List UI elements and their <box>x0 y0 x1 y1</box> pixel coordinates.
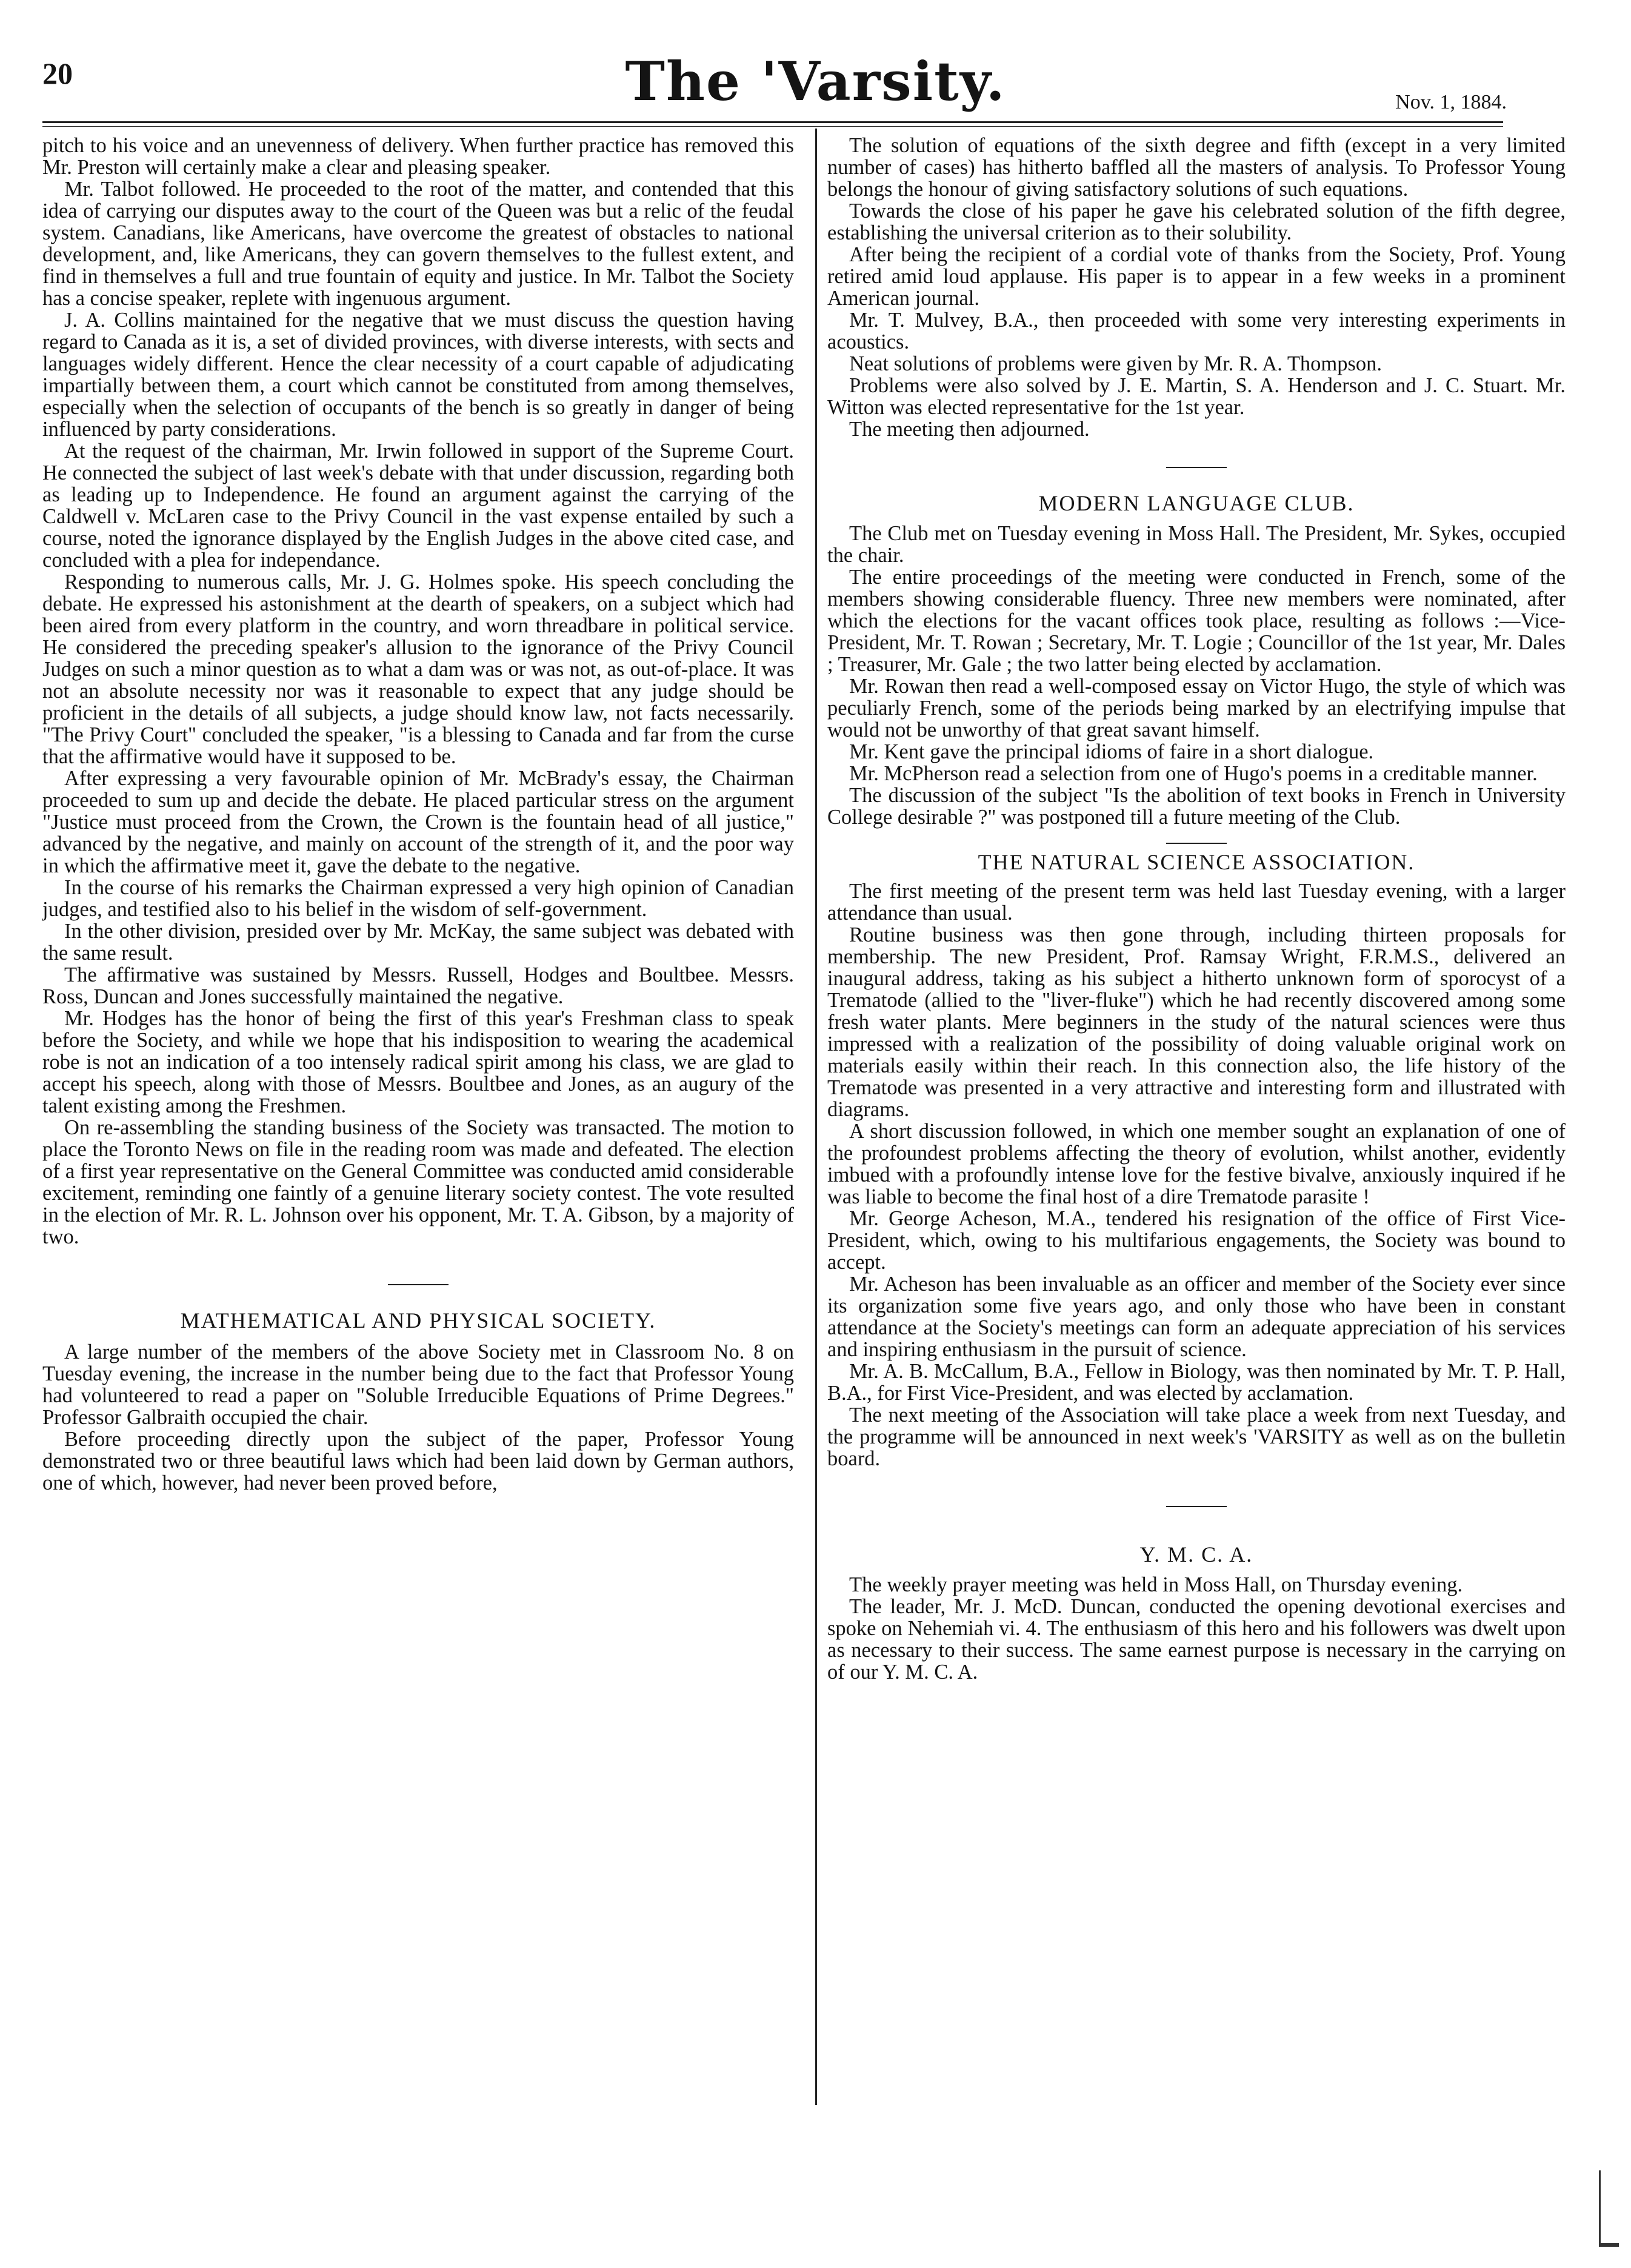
issue-date: Nov. 1, 1884. <box>1395 91 1507 113</box>
paragraph: A large number of the members of the above Society met in Classroom No. 8 on Tuesday evening, the increase in the number being due to the fact that Professor Young had volunteered to read a paper on "Soluble Irreducible Equations of Prime Degrees." Professor Galbraith occupied the chair. <box>42 1340 794 1429</box>
paragraph: The discussion of the subject "Is the abolition of text books in French in University College desirable ?" was postponed till a future meeting of the Club. <box>827 784 1566 829</box>
paragraph: On re-assembling the standing business of the Society was transacted. The motion to place the Toronto News on file in the reading room was made and defeated. The election of a first year representative on the General Committee was conducted amid considerable excitement, reminding one faintly of a genuine literary society contest. The vote resulted in the election of Mr. R. L. Johnson over his opponent, Mr. T. A. Gibson, by a majority of two. <box>42 1116 794 1248</box>
paragraph: The Club met on Tuesday evening in Moss Hall. The President, Mr. Sykes, occupied the chair. <box>827 522 1566 567</box>
paragraph: Mr. Hodges has the honor of being the first of this year's Freshman class to speak before the Society, and while we hope that his indisposition to wearing the academical robe is not an indication of a too intensely radical spirit among his class, we are glad to accept his speech, along with those of Messrs. Boultbee and Jones, as an augury of the talent existing among the Freshmen. <box>42 1007 794 1117</box>
section-rule <box>1166 467 1227 468</box>
right-column <box>827 135 1566 1683</box>
paragraph: Mr. Kent gave the principal idioms of faire in a short dialogue. <box>849 740 1374 763</box>
section-heading-natural-science: THE NATURAL SCIENCE ASSOCIATION. <box>978 850 1415 874</box>
paragraph: The solution of equations of the sixth degree and fifth (except in a very limited number of cases) has hitherto baffled all the masters of analysis. To Professor Young belongs the honour of giving satisfactory solutions of such equations. <box>827 134 1566 201</box>
paragraph: Mr. A. B. McCallum, B.A., Fellow in Biology, was then nominated by Mr. T. P. Hall, B.A., for First Vice-President, and was elected by acclamation. <box>827 1360 1566 1405</box>
paragraph: Mr. Rowan then read a well-composed essay on Victor Hugo, the style of which was peculiarly French, some of the periods being marked by an electrifying impulse that would not be unworthy of that great savant himself. <box>827 675 1566 741</box>
paragraph: Mr. Talbot followed. He proceeded to the root of the matter, and contended that this idea of carrying our disputes away to the court of the Queen was but a relic of the feudal system. Canadians, like Americans, have overcome the greatest of obstacles to national development, and, like Americans, they can govern themselves to the fullest extent, and find in themselves a full and true fountain of equity and justice. In Mr. Talbot the Society has a concise speaker, replete with ingenuous argument. <box>42 178 794 310</box>
paragraph: Towards the close of his paper he gave his celebrated solution of the fifth degree, establishing the universal criterion as to their solubility. <box>827 199 1566 244</box>
paragraph: A short discussion followed, in which one member sought an explanation of one of the profoundest problems affecting the theory of evolution, whilst another, evidently imbued with a profoundly intense love for the festive bivalve, anxiously inquired if he was liable to become the final host of a dire Trematode parasite ! <box>827 1120 1566 1208</box>
paragraph: J. A. Collins maintained for the negative that we must discuss the question having regard to Canada as it is, a set of divided provinces, with diverse interests, with sects and languages widely different. Hence the clear necessity of a court capable of adjudicating impartially between them, a court which cannot be constituted from among themselves, especially when the selection of occupants of the bench is so greatly in danger of being influenced by party considerations. <box>42 309 794 441</box>
paragraph: Before proceeding directly upon the subject of the paper, Professor Young demonstrated two or three beautiful laws which had been laid down by German authors, one of which, however, had never been proved before, <box>42 1428 794 1494</box>
paragraph: In the course of his remarks the Chairman expressed a very high opinion of Canadian judges, and testified also to his belief in the wisdom of self-government. <box>42 876 794 921</box>
paragraph: Mr. T. Mulvey, B.A., then proceeded with some very interesting experiments in acoustics. <box>827 309 1566 353</box>
paragraph: The next meeting of the Association will take place a week from next Tuesday, and the programme will be announced in next week's 'VARSITY as well as on the bulletin board. <box>827 1403 1566 1470</box>
section-heading-math-society: MATHEMATICAL AND PHYSICAL SOCIETY. <box>180 1308 656 1333</box>
section-rule <box>388 1284 449 1285</box>
page-edge-mark <box>1599 2170 1619 2247</box>
paragraph: The weekly prayer meeting was held in Moss Hall, on Thursday evening. <box>849 1573 1463 1596</box>
paragraph: After expressing a very favourable opinion of Mr. McBrady's essay, the Chairman proceeded to sum up and decide the debate. He placed particular stress on the argument "Justice must proceed from the Crown, the Crown is the fountain head of all justice," advanced by the negative, and mainly on account of the strength of it, and the poor way in which the affirmative meet it, gave the debate to the negative. <box>42 767 794 877</box>
paragraph: The leader, Mr. J. McD. Duncan, conducted the opening devotional exercises and spoke on Nehemiah vi. 4. The enthusiasm of this hero and his followers was dwelt upon as necessary to their success. The same earnest purpose is necessary in the carrying on of our Y. M. C. A. <box>827 1595 1566 1684</box>
section-rule <box>1166 843 1227 844</box>
paragraph: Routine business was then gone through, including thirteen proposals for membership. The new President, Prof. Ramsay Wright, F.R.M.S., delivered an inaugural address, taking as his subject a hitherto unknown form of sporocyst of a Trematode (allied to the "liver-fluke") which he had recently discovered among some fresh water plants. Mere beginners in the study of the natural sciences were thus impressed with a realization of the possibility of doing valuable original work on materials easily within their reach. In this connection also, the life history of the Trematode was presented in a very attractive and interesting form and illustrated with diagrams. <box>827 923 1566 1121</box>
section-rule <box>1166 1506 1227 1507</box>
left-column <box>42 135 794 1494</box>
paragraph: Neat solutions of problems were given by Mr. R. A. Thompson. <box>849 352 1383 375</box>
paragraph: Responding to numerous calls, Mr. J. G. Holmes spoke. His speech concluding the debate. He expressed his astonishment at the dearth of speakers, on a subject which had been aired from every platform in the country, and worn threadbare in political service. He considered the preceding speaker's allusion to the ignorance of the Privy Council Judges on such a minor question as to what a dam was or was not, as out-of-place. It was not an absolute necessity nor was it reasonable to expect that any judge should be proficient in the details of all subjects, a judge should know law, not facts necessarily. "The Privy Court" concluded the speaker, "is a blessing to Canada and far from the curse that the affirmative would have it supposed to be. <box>42 570 794 768</box>
column-divider <box>815 129 817 2105</box>
paragraph: Mr. McPherson read a selection from one of Hugo's poems in a creditable manner. <box>849 762 1538 785</box>
paragraph: The first meeting of the present term was held last Tuesday evening, with a larger attendance than usual. <box>827 880 1566 925</box>
section-heading-ymca: Y. M. C. A. <box>1139 1542 1253 1567</box>
page-number: 20 <box>42 56 73 90</box>
paragraph: At the request of the chairman, Mr. Irwin followed in support of the Supreme Court. He connected the subject of last week's debate with that under discussion, regarding both as leading up to Independence. He found an argument against the carrying of the Caldwell v. McLaren case to the Privy Council in the vast expense entailed by such a course, noted the ignorance displayed by the English Judges in the above cited case, and concluded with a plea for independance. <box>42 440 794 572</box>
paragraph: Mr. Acheson has been invaluable as an officer and member of the Society ever since its organization some five years ago, and only those who have been in constant attendance at the Society's meetings can form an adequate appreciation of his services and inspiring enthusiasm in the pursuit of science. <box>827 1273 1566 1361</box>
paragraph: In the other division, presided over by Mr. McKay, the same subject was debated with the same result. <box>42 920 794 965</box>
paragraph: Problems were also solved by J. E. Martin, S. A. Henderson and J. C. Stuart. Mr. Witton was elected representative for the 1st year. <box>827 374 1566 419</box>
paragraph: The meeting then adjourned. <box>849 418 1090 441</box>
paragraph: The entire proceedings of the meeting were conducted in French, some of the members showing considerable fluency. Three new members were nominated, after which the elections for the vacant offices took place, resulting as follows :—Vice-President, Mr. T. Rowan ; Secretary, Mr. T. Logie ; Councillor of the 1st year, Mr. Dales ; Treasurer, Mr. Gale ; the two latter being elected by acclamation. <box>827 566 1566 676</box>
paragraph: Mr. George Acheson, M.A., tendered his resignation of the office of First Vice-President, which, owing to his multifarious engagements, the Society was bound to accept. <box>827 1207 1566 1274</box>
masthead: The 'Varsity. <box>625 50 1006 113</box>
paragraph: After being the recipient of a cordial vote of thanks from the Society, Prof. Young retired amid loud applause. His paper is to appear in a few weeks in a prominent American journal. <box>827 243 1566 310</box>
section-heading-modern-language: MODERN LANGUAGE CLUB. <box>1038 491 1355 515</box>
paragraph: pitch to his voice and an unevenness of delivery. When further practice has removed this Mr. Preston will certainly make a clear and pleasing speaker. <box>42 134 794 179</box>
header-rule <box>42 121 1503 127</box>
paragraph: The affirmative was sustained by Messrs. Russell, Hodges and Boultbee. Messrs. Ross, Duncan and Jones successfully maintained the negative. <box>42 963 794 1008</box>
